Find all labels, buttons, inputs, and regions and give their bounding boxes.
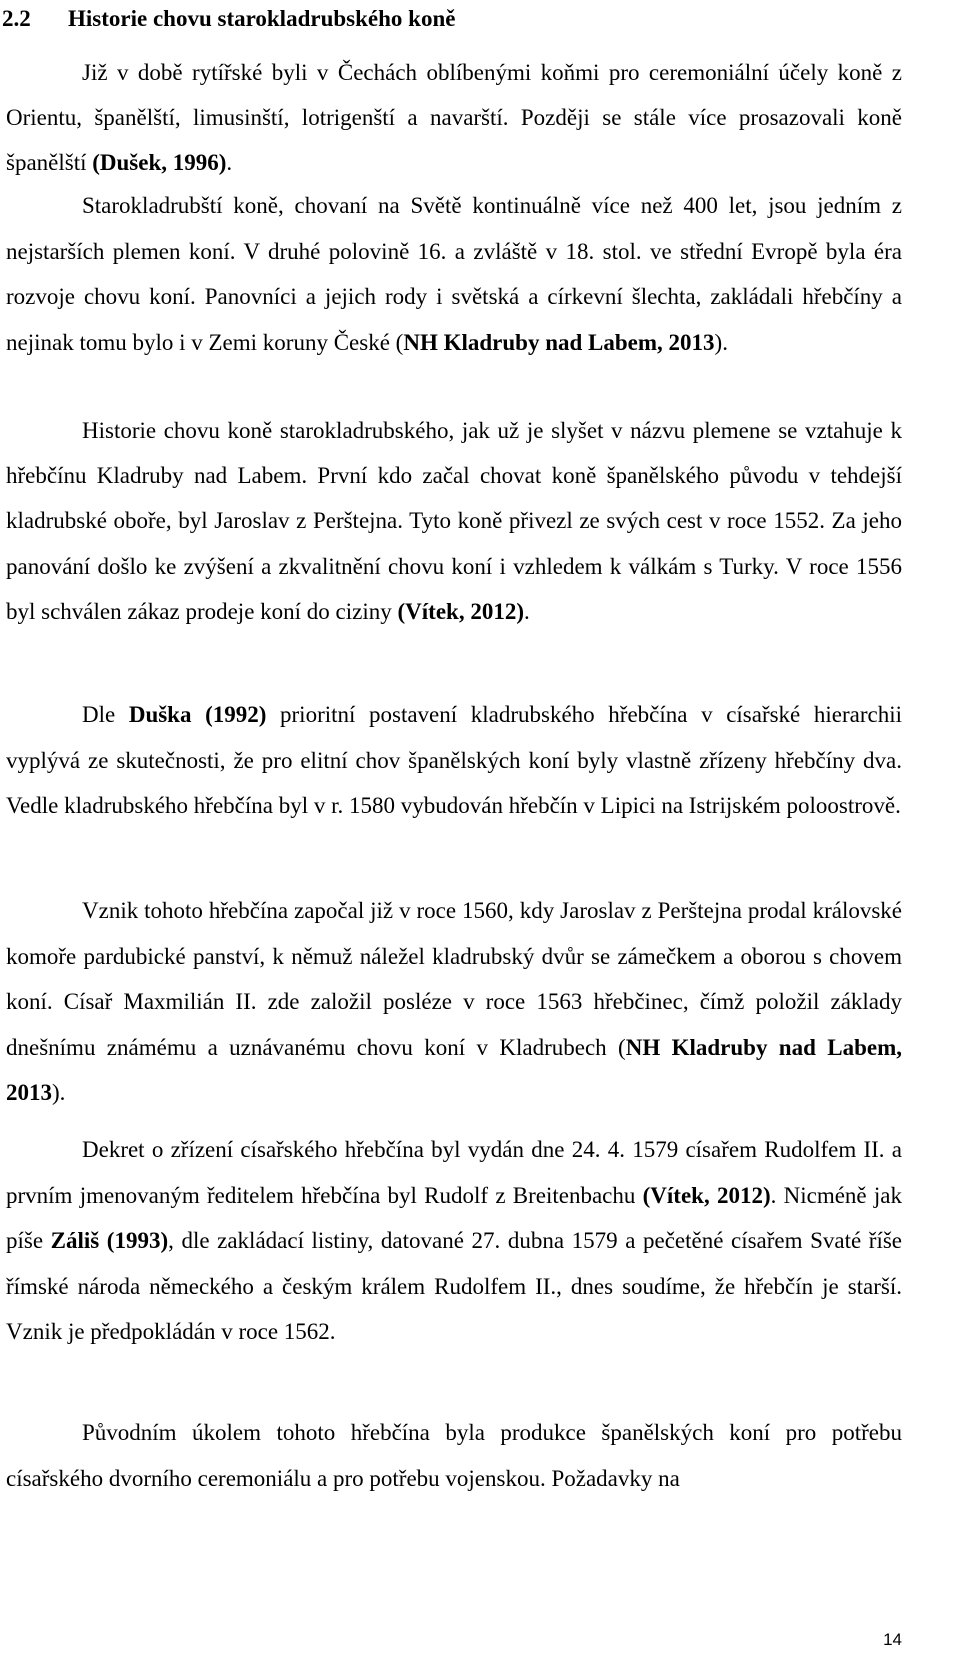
citation: (Vítek, 2012) (642, 1182, 771, 1208)
citation: NH Kladruby nad Labem, 2013 (6, 1034, 902, 1105)
citation: Duška (1992) (128, 702, 267, 727)
citation: Záliš (1993) (50, 1228, 169, 1253)
paragraph-5: Vznik tohoto hřebčína započal již v roce 1560, kdy Jaroslav z Perštejna prodal královské komoře pardubické panství, k němuž náležel kladrubský dvůr se zámečkem a oborou s chovem koní. Císař Maxmilián II. zde založil posléze v roce 1563 hřebčinec, čímž položil základy dnešnímu známému a uznávanému chovu koní v Kladrubech (NH Kladruby nad Labem, 2013). (6, 898, 902, 1105)
paragraph-3: Historie chovu koně starokladrubského, jak už je slyšet v názvu plemene se vztahuje k hřebčínu Kladruby nad Labem. První kdo začal chovat koně španělského původu v tehdejší kladrubské oboře, byl Jaroslav z Perštejna. Tyto koně přivezl ze svých cest v roce 1552. Za jeho panování došlo ke zvýšení a zkvalitnění chovu koní i vzhledem k válkám s Turky. V roce 1556 byl schválen zákaz prodeje koní do ciziny (Vítek, 2012). (6, 418, 902, 624)
paragraph-1: Již v době rytířské byli v Čechách oblíbenými koňmi pro ceremoniální účely koně z Orientu, španělští, limusinští, lotrigenští a navarští. Později se stále více prosazovali koně španělští (Dušek, 1996). (6, 60, 902, 175)
citation: NH Kladruby nad Labem, 2013 (403, 330, 715, 356)
paragraph-7: Původním úkolem tohoto hřebčína byla produkce španělských koní pro potřebu císařského dvorního ceremoniálu a pro potřebu vojenskou. Požadavky na (6, 1420, 902, 1491)
paragraph-2: Starokladrubští koně, chovaní na Světě kontinuálně více než 400 let, jsou jedním z nejstarších plemen koní. V druhé polovině 16. a zvláště v 18. stol. ve střední Evropě byla éra rozvoje chovu koní. Panovníci a jejich rody i světská a církevní šlechta, zakládali hřebčíny a nejinak tomu bylo i v Zemi koruny České (NH Kladruby nad Labem, 2013). (6, 193, 902, 356)
page-number: 14 (883, 1630, 902, 1649)
section-heading (0, 2, 455, 36)
citation: (Dušek, 1996) (92, 150, 227, 175)
paragraph-4: Dle Duška (1992) prioritní postavení kladrubského hřebčína v císařské hierarchii vyplývá ze skutečnosti, že pro elitní chov španělských koní byly vlastně zřízeny hřebčíny dva. Vedle kladrubského hřebčína byl v r. 1580 vybudován hřebčín v Lipici na Istrijském poloostrově. (6, 702, 902, 818)
section-number: 2.2 (2, 6, 31, 31)
paragraph-6: Dekret o zřízení císařského hřebčína byl vydán dne 24. 4. 1579 císařem Rudolfem II. a prvním jmenovaným ředitelem hřebčína byl Rudolf z Breitenbachu (Vítek, 2012). Nicméně jak píše Záliš (1993), dle zakládací listiny, datované 27. dubna 1579 a pečetěné císařem Svaté říše římské národa německého a českým králem Rudolfem II., dnes soudíme, že hřebčín je starší. Vznik je předpokládán v roce 1562. (6, 1137, 902, 1344)
section-title: Historie chovu starokladrubského koně (68, 6, 456, 31)
citation: (Vítek, 2012) (397, 598, 524, 624)
